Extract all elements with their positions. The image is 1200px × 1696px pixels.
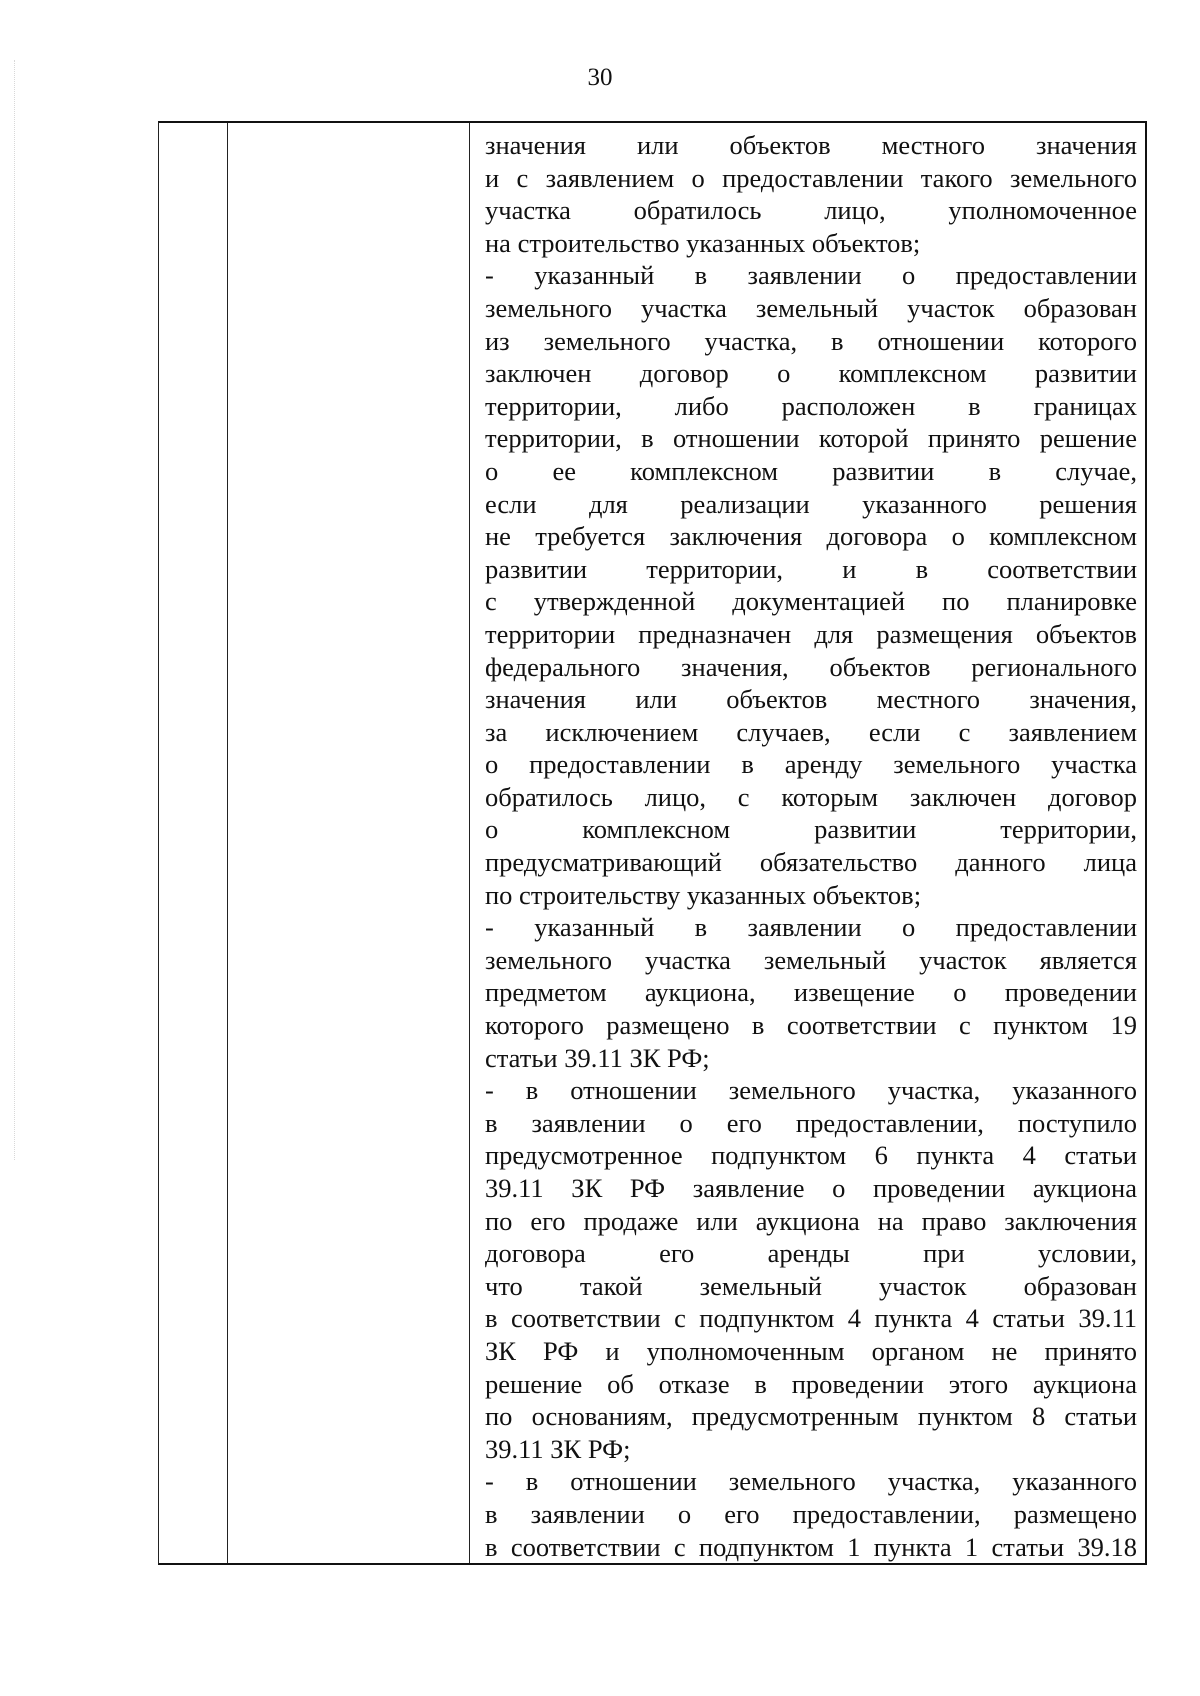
text-line: - указанный в заявлении о предоставлении — [485, 912, 1137, 943]
text-line: на строительство указанных объектов; — [485, 227, 921, 258]
text-line: значения или объектов местного значения — [485, 130, 1137, 160]
page-number: 30 — [587, 64, 613, 91]
text-line: что такой земельный участок образован — [485, 1270, 1137, 1301]
text-line: о предоставлении в аренду земельного участка — [485, 749, 1137, 780]
text-line: - указанный в заявлении о предоставлении — [485, 260, 1137, 291]
text-line: территории, либо расположен в границах — [485, 390, 1137, 421]
text-line: земельного участка земельный участок образован — [485, 292, 1137, 323]
text-line: развитии территории, и в соответствии — [485, 553, 1137, 584]
text-line: в соответствии с подпунктом 1 пункта 1 статьи 39.18 — [485, 1531, 1137, 1562]
table-cell-text — [485, 129, 1137, 1563]
text-line: территории, в отношении которой принято решение — [485, 423, 1137, 454]
text-line: если для реализации указанного решения — [485, 488, 1137, 519]
text-line: по его продаже или аукциона на право заключения — [485, 1205, 1137, 1236]
table — [158, 121, 1147, 1565]
text-line: о ее комплексном развитии в случае, — [485, 455, 1137, 486]
text-line: территории предназначен для размещения объектов — [485, 618, 1137, 649]
text-line: по основаниям, предусмотренным пунктом 8 статьи — [485, 1401, 1137, 1432]
column-divider-2 — [469, 123, 470, 1563]
text-line: договора его аренды при условии, — [485, 1238, 1137, 1269]
text-line: с утвержденной документацией по планировке — [485, 586, 1137, 617]
text-line: в заявлении о его предоставлении, размещено — [485, 1498, 1137, 1529]
text-line: в соответствии с подпунктом 4 пункта 4 статьи 39.11 — [485, 1303, 1137, 1334]
text-line: из земельного участка, в отношении которого — [485, 325, 1137, 356]
text-line: не требуется заключения договора о комплексном — [485, 521, 1137, 552]
text-line: участка обратилось лицо, уполномоченное — [485, 195, 1137, 226]
text-line: 39.11 ЗК РФ заявление о проведении аукциона — [485, 1173, 1137, 1203]
text-line: за исключением случаев, если с заявлением — [485, 716, 1137, 747]
text-line: - в отношении земельного участка, указанного — [485, 1466, 1137, 1497]
text-line: заключен договор о комплексном развитии — [485, 358, 1137, 389]
text-line: федерального значения, объектов регионального — [485, 651, 1137, 682]
text-line: 39.11 ЗК РФ; — [485, 1433, 631, 1464]
text-line: - в отношении земельного участка, указанного — [485, 1075, 1137, 1106]
text-line: предметом аукциона, извещение о проведении — [485, 977, 1137, 1008]
text-line: в заявлении о его предоставлении, поступило — [485, 1107, 1137, 1138]
text-line: которого размещено в соответствии с пунктом 19 — [485, 1010, 1137, 1041]
text-line: земельного участка земельный участок является — [485, 944, 1137, 975]
text-line: ЗК РФ и уполномоченным органом не принято — [485, 1335, 1137, 1366]
text-line: обратилось лицо, с которым заключен договор — [485, 781, 1137, 812]
text-line: решение об отказе в проведении этого аукциона — [485, 1368, 1137, 1399]
text-line: предусмотренное подпунктом 6 пункта 4 статьи — [485, 1140, 1137, 1171]
text-line: предусматривающий обязательство данного лица — [485, 847, 1137, 878]
text-line: о комплексном развитии территории, — [485, 814, 1137, 845]
text-line: статьи 39.11 ЗК РФ; — [485, 1042, 710, 1073]
text-line: значения или объектов местного значения, — [485, 684, 1137, 715]
text-line: и с заявлением о предоставлении такого земельного — [485, 162, 1137, 193]
text-line: по строительству указанных объектов; — [485, 879, 922, 910]
column-divider-1 — [227, 123, 228, 1563]
scan-margin-artifact — [14, 60, 19, 1160]
